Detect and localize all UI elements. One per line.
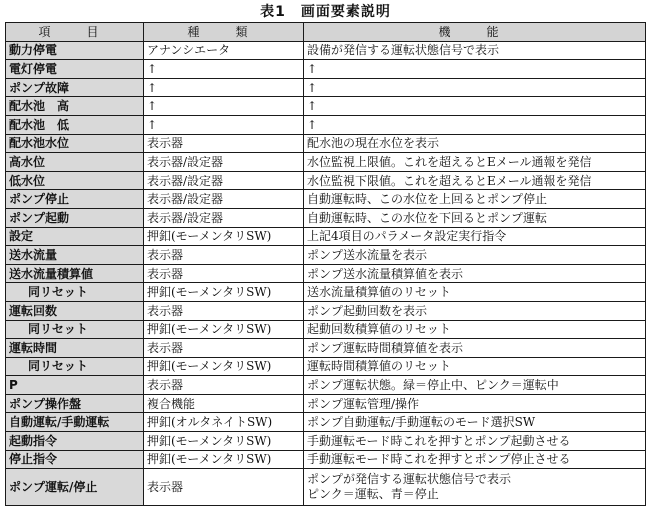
type-cell: 表示器/設定器: [144, 153, 304, 172]
header-type: 種 類: [144, 23, 304, 42]
function-cell: [304, 469, 646, 506]
type-cell: ↑: [144, 115, 304, 134]
function-cell: 手動運転モード時これを押すとポンプ停止させる: [304, 450, 646, 469]
type-cell: 押釦(オルタネイトSW): [144, 413, 304, 432]
table-row: [6, 413, 646, 432]
function-cell: ↑: [304, 97, 646, 116]
type-cell: 表示器: [144, 376, 304, 395]
function-cell: 水位監視下限値。これを超えるとEメール通報を発信: [304, 171, 646, 190]
type-cell: ↑: [144, 78, 304, 97]
table-caption: 表1 画面要素説明: [260, 4, 391, 20]
table-row: [6, 320, 646, 339]
table-row: [6, 264, 646, 283]
function-cell: 手動運転モード時これを押すとポンプ起動させる: [304, 432, 646, 451]
item-cell: 配水池 低: [6, 115, 144, 134]
type-cell: 表示器: [144, 134, 304, 153]
table-row: [6, 97, 646, 116]
item-cell: P: [6, 376, 144, 395]
table-row: [6, 283, 646, 302]
item-cell: ポンプ起動: [6, 208, 144, 227]
item-cell: 送水流量積算値: [6, 264, 144, 283]
table-row: [6, 339, 646, 358]
type-cell: 押釦(モーメンタリSW): [144, 432, 304, 451]
type-cell: ↑: [144, 97, 304, 116]
table-row: [6, 190, 646, 209]
function-cell: 運転時間積算値のリセット: [304, 357, 646, 376]
table-row: [6, 208, 646, 227]
table-row: [6, 301, 646, 320]
table-body: [6, 41, 646, 469]
function-cell: 水位監視上限値。これを超えるとEメール通報を発信: [304, 153, 646, 172]
item-cell: 送水流量: [6, 246, 144, 265]
function-cell: 起動回数積算値のリセット: [304, 320, 646, 339]
item-cell: 停止指令: [6, 450, 144, 469]
function-cell: ポンプ起動回数を表示: [304, 301, 646, 320]
table-row: [6, 432, 646, 451]
function-cell: ポンプ送水流量積算値を表示: [304, 264, 646, 283]
item-cell: 動力停電: [6, 41, 144, 60]
table-row: [6, 171, 646, 190]
type-cell: 表示器: [144, 246, 304, 265]
type-cell: 表示器: [144, 469, 304, 506]
header-function: 機 能: [304, 23, 646, 42]
item-cell: 高水位: [6, 153, 144, 172]
item-cell: 自動運転/手動運転: [6, 413, 144, 432]
item-cell: 運転時間: [6, 339, 144, 358]
function-cell: ポンプ自動運転/手動運転のモード選択SW: [304, 413, 646, 432]
item-cell: 電灯停電: [6, 60, 144, 79]
table-row: [6, 394, 646, 413]
table-row: [6, 41, 646, 60]
item-cell: 同リセット: [6, 357, 144, 376]
item-cell: 起動指令: [6, 432, 144, 451]
header-item: 項 目: [6, 23, 144, 42]
item-cell: 同リセット: [6, 320, 144, 339]
function-cell: 自動運転時、この水位を上回るとポンプ停止: [304, 190, 646, 209]
function-cell: 上記4項目のパラメータ設定実行指令: [304, 227, 646, 246]
table-row: [6, 60, 646, 79]
item-cell: ポンプ運転/停止: [6, 469, 144, 506]
type-cell: アナンシエータ: [144, 41, 304, 60]
table-row: [6, 134, 646, 153]
table-row: [6, 227, 646, 246]
type-cell: 表示器: [144, 339, 304, 358]
function-cell: ポンプ運転状態。緑＝停止中、ピンク＝運転中: [304, 376, 646, 395]
item-cell: ポンプ停止: [6, 190, 144, 209]
item-cell: 設定: [6, 227, 144, 246]
type-cell: 押釦(モーメンタリSW): [144, 357, 304, 376]
screen-elements-table: [5, 22, 646, 506]
function-cell: ↑: [304, 60, 646, 79]
function-cell: ↑: [304, 78, 646, 97]
function-cell: 配水池の現在水位を表示: [304, 134, 646, 153]
type-cell: 押釦(モーメンタリSW): [144, 320, 304, 339]
function-cell: 自動運転時、この水位を下回るとポンプ運転: [304, 208, 646, 227]
function-cell: ポンプ送水流量を表示: [304, 246, 646, 265]
function-cell: 設備が発信する運転状態信号で表示: [304, 41, 646, 60]
table-row: [6, 78, 646, 97]
item-cell: 同リセット: [6, 283, 144, 302]
function-cell: ↑: [304, 115, 646, 134]
type-cell: 複合機能: [144, 394, 304, 413]
function-line: ポンプが発信する運転状態信号で表示: [307, 472, 512, 487]
item-cell: 低水位: [6, 171, 144, 190]
type-cell: 表示器/設定器: [144, 190, 304, 209]
item-cell: 配水池 高: [6, 97, 144, 116]
table-row: [6, 246, 646, 265]
table-row: [6, 153, 646, 172]
type-cell: 表示器: [144, 301, 304, 320]
type-cell: 押釦(モーメンタリSW): [144, 227, 304, 246]
type-cell: 押釦(モーメンタリSW): [144, 283, 304, 302]
type-cell: 表示器: [144, 264, 304, 283]
type-cell: ↑: [144, 60, 304, 79]
table-row: [6, 469, 646, 506]
function-line: ピンク＝運転、青＝停止: [307, 487, 439, 502]
header-row: [6, 23, 646, 42]
item-cell: ポンプ故障: [6, 78, 144, 97]
item-cell: 配水池水位: [6, 134, 144, 153]
type-cell: 表示器/設定器: [144, 208, 304, 227]
function-cell: ポンプ運転管理/操作: [304, 394, 646, 413]
item-cell: 運転回数: [6, 301, 144, 320]
function-cell: 送水流量積算値のリセット: [304, 283, 646, 302]
table-row: [6, 376, 646, 395]
item-cell: ポンプ操作盤: [6, 394, 144, 413]
function-cell: ポンプ運転時間積算値を表示: [304, 339, 646, 358]
table-row: [6, 357, 646, 376]
type-cell: 押釦(モーメンタリSW): [144, 450, 304, 469]
table-row: [6, 450, 646, 469]
table-row: [6, 115, 646, 134]
type-cell: 表示器/設定器: [144, 171, 304, 190]
